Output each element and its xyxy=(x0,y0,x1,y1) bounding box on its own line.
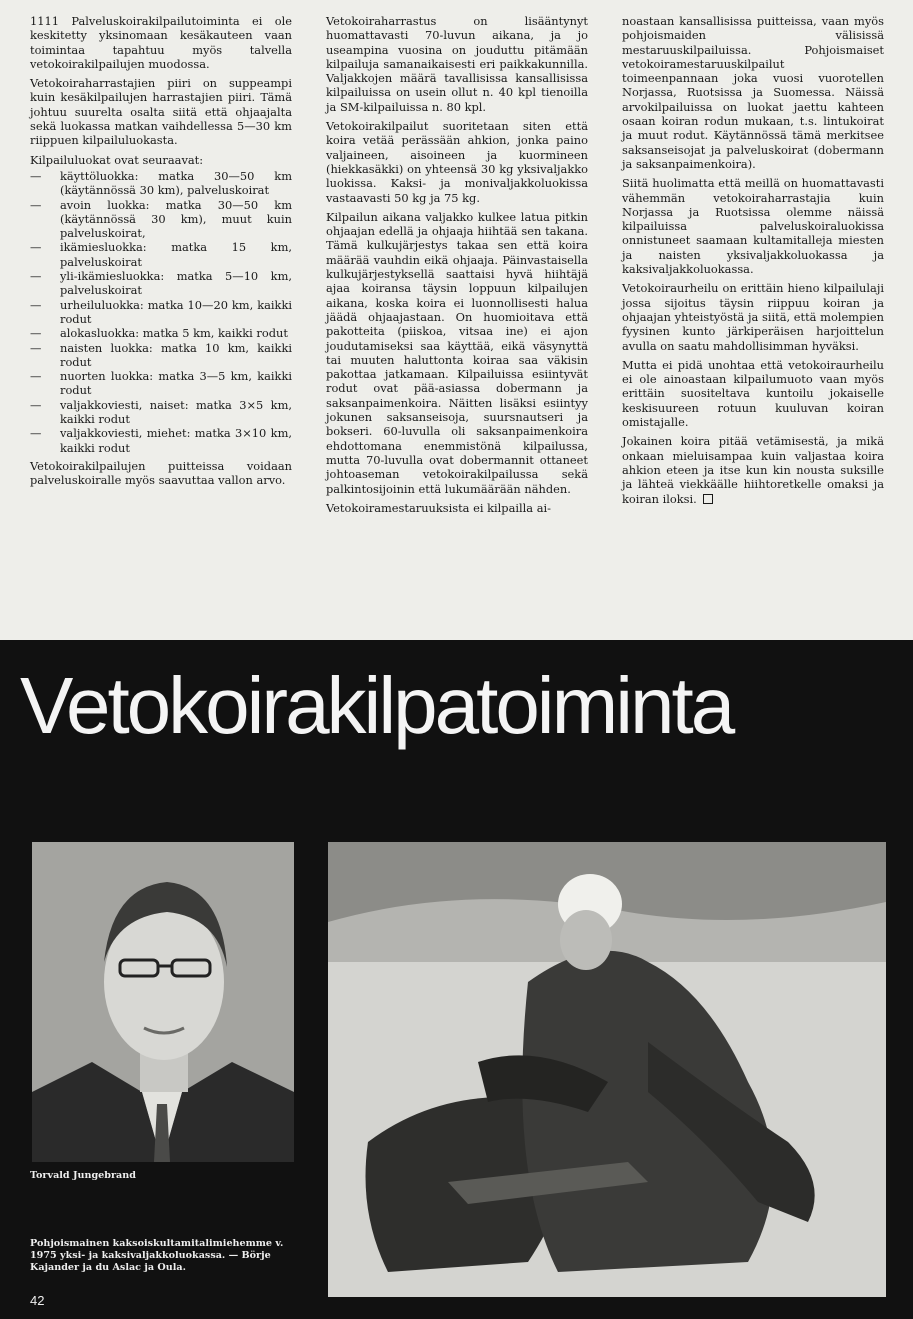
photo-caption: Pohjoismainen kaksoiskultamitalimiehemme v. 1975 yksi- ja kaksivaljakkoluokassa. — Börje Kajander ja du Aslac ja Oula. xyxy=(30,1238,284,1273)
list-item: — käyttöluokka: matka 30—50 km (käytännössä 30 km), palveluskoirat xyxy=(30,169,292,198)
paragraph: Vetokoirakilpailujen puitteissa voidaan palveluskoiralle myös saavuttaa vallon arvo. xyxy=(30,458,292,488)
end-of-article-mark xyxy=(703,494,713,504)
list-item: — urheiluluokka: matka 10—20 km, kaikki rodut xyxy=(30,298,292,327)
portrait-image xyxy=(32,842,294,1162)
paragraph: Kilpailuluokat ovat seuraavat: xyxy=(30,152,204,167)
paragraph-text: Jokainen koira pitää vetämisestä, ja mikä onkaan mieluisampaa kuin valjastaa koira ahkion eteen ja itse kun kin nousta suksille ja lähteä viekkäälle hiihtoretkelle omaksi ja koiran iloksi. xyxy=(622,434,884,506)
paragraph: Vetokoiraharrastajien piiri on suppeampi kuin kesäkilpailujen harrastajien piiri. Tämä johtuu suurelta osalta siitä että ohjaajalta sekä luokassa matkan vaihdellessa 5—30 km riippuen kilpailuluokasta. xyxy=(30,76,292,148)
portrait-photo xyxy=(32,842,294,1162)
list-item: — ikämiesluokka: matka 15 km, palveluskoirat xyxy=(30,240,292,269)
paragraph: Kilpailun aikana valjakko kulkee latua pitkin ohjaajan edellä ja ohjaaja hiihtää sen takana. Tämä kulkujärjestys takaa sen että koira määrää vauhdin eikä ohjaaja. Päinvastaisella kulkujärjestyksellä saattaisi hyvä hiihtäjä ajaa koiransa täysin loppuun kilpailujen aikana, koska koira ei luonnollisesti halua jäädä ohjaajastaan. On huomioitava että pakotteita (piiskoa, vitsaa ine) ei ajon joudutamiseksi saa käyttää, eikä väsynyttä tai muuten haluttonta koiraa saa väkisin pakottaa jatkamaan. Kilpailuissa esiintyvät rodut ovat pää-asiassa dobermann ja saksanpaimenkoira. Näitten lisäksi esiintyy jokunen saksanseisoja, suursnautseri ja bokseri. 60-luvulla oli saksanpaimenkoira ehdottomana enemmistönä kilpailussa, mutta 70-luvulla ovat dobermannit ottaneet johtoaseman vetokoirakilpailussa sekä palkintosijoinin että lukumäärään nähden. xyxy=(326,209,588,496)
paragraph: Vetokoiraharrastus on lisääntynyt huomattavasti 70-luvun aikana, ja jo useampina vuosina on jouduttu pitämään kilpailuja samanaikaisesti eri paikkakunnilla. Valjakkojen määrä tavallisissa kansallisissa kilpailuissa on usein ollut n. 40 kpl tienoilla ja SM-kilpailuissa n. 80 kpl. xyxy=(326,14,588,114)
list-item: — alokasluokka: matka 5 km, kaikki rodut xyxy=(30,326,292,340)
portrait-caption: Torvald Jungebrand xyxy=(30,1170,136,1181)
list-item: — yli-ikämiesluokka: matka 5—10 km, palveluskoirat xyxy=(30,269,292,298)
page-number: 42 xyxy=(30,1293,45,1308)
list-item: — valjakkoviesti, naiset: matka 3×5 km, kaikki rodut xyxy=(30,398,292,427)
class-list xyxy=(30,169,292,455)
article-column-3 xyxy=(622,14,884,511)
list-item: — nuorten luokka: matka 3—5 km, kaikki rodut xyxy=(30,369,292,398)
paragraph: Siitä huolimatta että meillä on huomattavasti vähemmän vetokoiraharrastajia kuin Norjassa ja Ruotsissa olemme näissä kilpailuissa palveluskoiraluokissa onnistuneet saamaan kultamitalleja miesten ja naisten yksivaljakkoluokassa ja kaksivaljakkoluokassa. xyxy=(622,176,884,277)
article-column-2 xyxy=(326,14,588,520)
paragraph: 1111 Palveluskoirakilpailutoiminta ei ole keskitetty yksinomaan kesäkauteen vaan toimintaa tapahtuu myös talvella vetokoirakilpailujen muodossa. xyxy=(30,14,292,71)
paragraph: Mutta ei pidä unohtaa että vetokoiraurheilu ei ole ainoastaan kilpailumuoto vaan myös erittäin suositeltava kuntoilu jokaiselle keskisuureen rotuun kuuluvan koiran omistajalle. xyxy=(622,357,884,430)
list-item: — valjakkoviesti, miehet: matka 3×10 km, kaikki rodut xyxy=(30,426,292,455)
headline: Vetokoirakilpatoiminta xyxy=(20,661,733,750)
list-item: — naisten luokka: matka 10 km, kaikki rodut xyxy=(30,341,292,370)
paragraph: noastaan kansallisissa puitteissa, vaan myös pohjoismaiden välisissä mestaruuskilpailuissa. Pohjoismaiset vetokoiramestaruuskilpailut toimeenpannaan joka vuosi vuorotellen Norjassa, Ruotsissa ja Suomessa. Näissä arvokilpailuissa on luokat jaettu kahteen osaan koiran rodun mukaan, t.s. lintukoirat ja muut rodut. Käytännössä tämä merkitsee saksanseisojat ja palveluskoirat (dobermann ja saksanpaimenkoira). xyxy=(622,14,884,171)
paragraph: Vetokoiraurheilu on erittäin hieno kilpailulaji jossa sijoitus täysin riippuu koiran ja ohjaajan yhteistyöstä ja siitä, että molempien fyysinen kunto järkiperäisen harjoittelun avulla on saatu mahdollisimman hyväksi. xyxy=(622,281,884,353)
paragraph: Vetokoiramestaruuksista ei kilpailla ai- xyxy=(326,500,551,515)
paragraph: Vetokoirakilpailut suoritetaan siten että koira vetää perässään ahkion, jonka paino valjaineen, aisoineen ja kuormineen (hiekkasäkki) on yhteensä 30 kg yksivaljakko luokissa. Kaksi- ja monivaljakkoluokissa vastaavasti 50 kg ja 75 kg. xyxy=(326,119,588,205)
list-item: — avoin luokka: matka 30—50 km (käytännössä 30 km), muut kuin palveluskoirat, xyxy=(30,198,292,241)
paragraph xyxy=(622,434,884,505)
article-column-1 xyxy=(30,14,292,493)
sled-dog-image xyxy=(328,842,886,1297)
sled-dog-photo xyxy=(328,842,886,1297)
